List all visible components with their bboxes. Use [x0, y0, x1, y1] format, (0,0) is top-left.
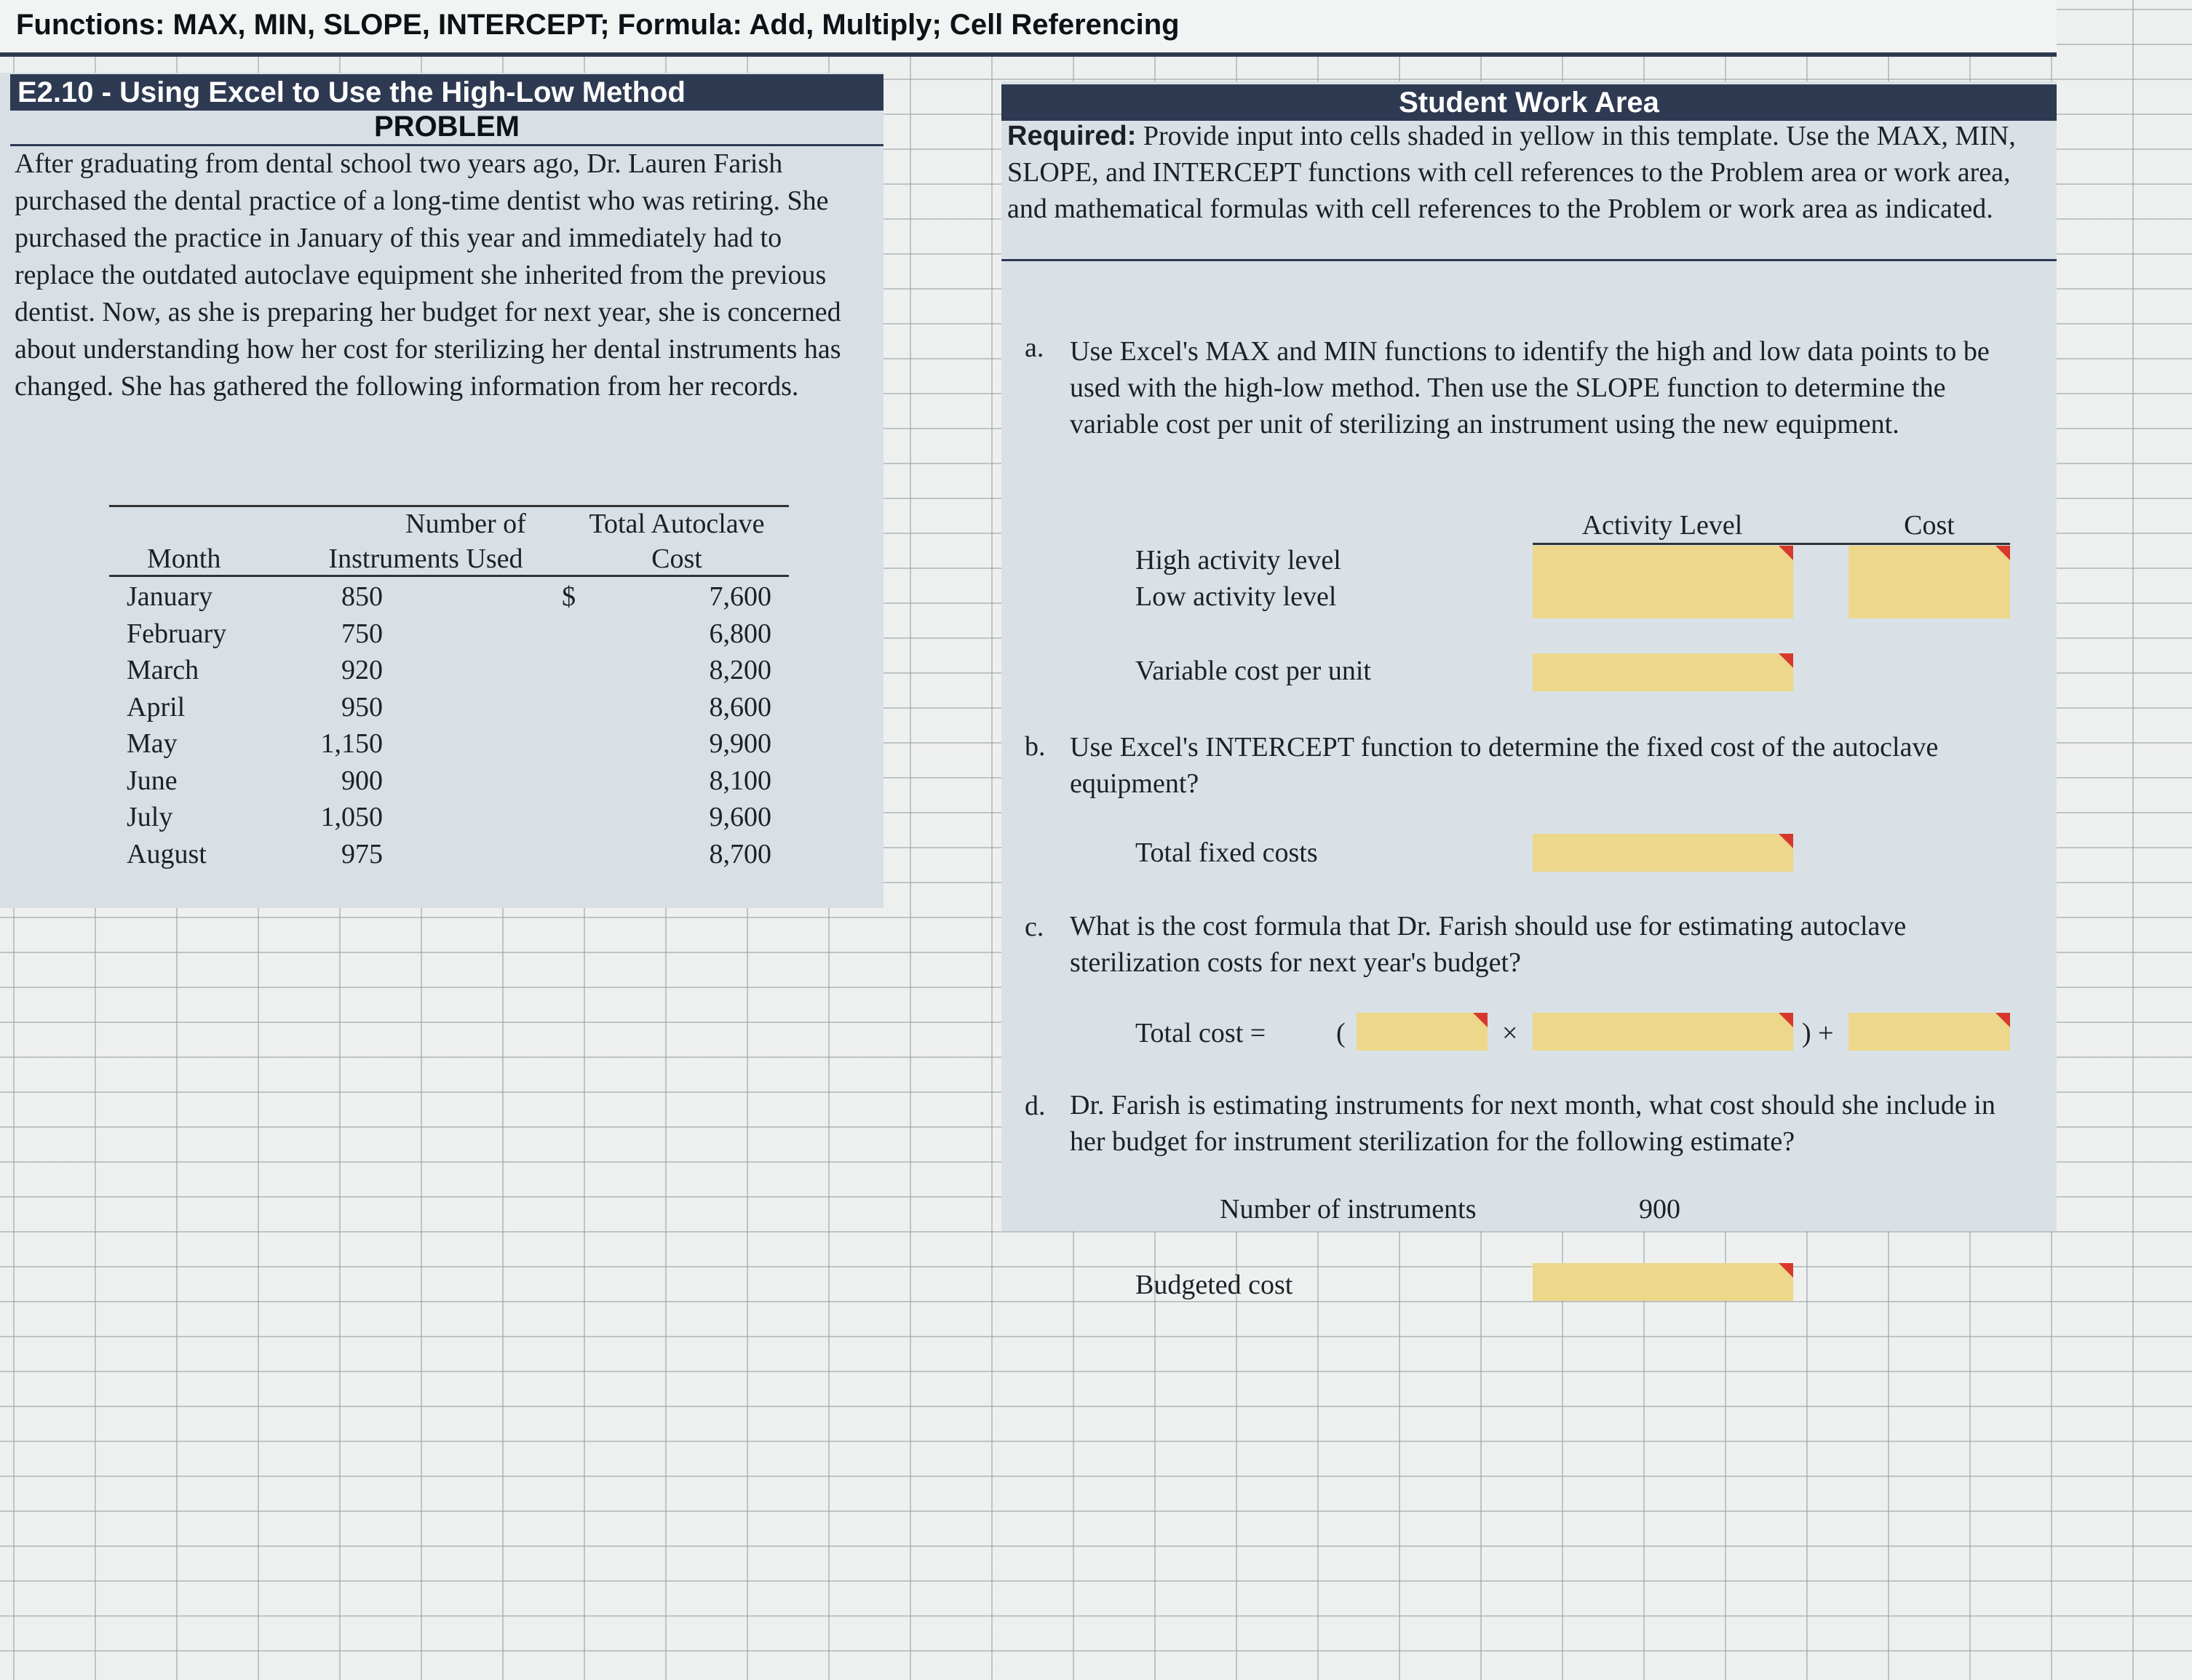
table-cell-month[interactable]: June [127, 765, 178, 796]
header-cost-1[interactable]: Total Autoclave [589, 509, 765, 539]
cost-input[interactable] [1848, 546, 2010, 618]
table-cell-cost[interactable]: 9,600 [709, 802, 771, 832]
question-b-letter: b. [1025, 731, 1046, 762]
question-line: What is the cost formula that Dr. Farish should use for estimating autoclave [1070, 911, 1907, 941]
total-fixed-label[interactable]: Total fixed costs [1135, 837, 1318, 868]
sheet-title: Functions: MAX, MIN, SLOPE, INTERCEPT; Formula: Add, Multiply; Cell Referencing [16, 9, 1180, 41]
table-cell-instruments[interactable]: 850 [341, 581, 383, 612]
question-a-text[interactable] [1070, 333, 2045, 442]
close-paren-plus: ) + [1802, 1018, 1834, 1048]
work-area-header[interactable]: Student Work Area [1001, 84, 2057, 121]
table-cell-instruments[interactable]: 920 [341, 655, 383, 685]
problem-heading[interactable]: PROBLEM [10, 109, 883, 146]
header-instruments-1[interactable]: Number of [405, 509, 526, 539]
number-of-instruments-label[interactable]: Number of instruments [1220, 1194, 1477, 1225]
low-activity-label[interactable]: Low activity level [1135, 581, 1337, 612]
table-cell-instruments[interactable]: 950 [341, 692, 383, 722]
table-cell-month[interactable]: August [127, 839, 207, 869]
question-line: her budget for instrument sterilization for the following estimate? [1070, 1126, 1795, 1157]
table-cell-cost[interactable]: 8,200 [709, 655, 771, 685]
question-line: Dr. Farish is estimating instruments for next month, what cost should she include in [1070, 1090, 1996, 1120]
table-cell-cost[interactable]: 8,600 [709, 692, 771, 722]
times-sign: × [1502, 1018, 1518, 1048]
problem-line: about understanding how her cost for sterilizing her dental instruments has [15, 334, 841, 365]
problem-line: purchased the practice in January of this year and immediately had to [15, 223, 782, 253]
fixed-cost-input[interactable] [1533, 834, 1793, 872]
table-cell-cost[interactable]: 9,900 [709, 728, 771, 759]
problem-line: After graduating from dental school two years ago, Dr. Lauren Farish [15, 148, 783, 179]
table-header-rule [109, 575, 789, 577]
header-month[interactable]: Month [147, 544, 221, 574]
number-of-instruments-value[interactable]: 900 [1639, 1194, 1680, 1225]
col-cost[interactable]: Cost [1904, 510, 1955, 541]
total-cost-label[interactable]: Total cost = [1135, 1018, 1266, 1048]
variable-cost-label[interactable]: Variable cost per unit [1135, 656, 1371, 686]
question-line: variable cost per unit of sterilizing an instrument using the new equipment. [1070, 409, 1899, 439]
high-activity-label[interactable]: High activity level [1135, 545, 1341, 576]
budgeted-cost-input[interactable] [1533, 1263, 1793, 1301]
required-line: Provide input into cells shaded in yellow in this template. Use the MAX, MIN, [1143, 121, 2016, 151]
table-cell-instruments[interactable]: 900 [341, 765, 383, 796]
table-cell-month[interactable]: March [127, 655, 199, 685]
col-activity-level[interactable]: Activity Level [1581, 510, 1743, 541]
question-c-text[interactable] [1070, 908, 2045, 981]
table-cell-month[interactable]: January [127, 581, 213, 612]
formula-fixed-input[interactable] [1848, 1013, 2010, 1051]
table-top-rule [109, 505, 789, 507]
question-line: equipment? [1070, 768, 1199, 799]
header-cost-2[interactable]: Cost [651, 544, 702, 574]
table-cell-instruments[interactable]: 1,050 [320, 802, 383, 832]
budgeted-cost-label[interactable]: Budgeted cost [1135, 1270, 1293, 1300]
table-cell-cost[interactable]: 8,100 [709, 765, 771, 796]
question-line: Use Excel's MAX and MIN functions to identify the high and low data points to be [1070, 336, 1990, 367]
problem-line: changed. She has gathered the following information from her records. [15, 371, 799, 402]
table-cell-cost[interactable]: 8,700 [709, 839, 771, 869]
required-rule [1001, 259, 2057, 261]
question-d-text[interactable] [1070, 1087, 2045, 1160]
question-a-letter: a. [1025, 333, 1044, 363]
required-line: SLOPE, and INTERCEPT functions with cell references to the Problem area or work area, [1007, 157, 2011, 188]
required-line: and mathematical formulas with cell references to the Problem or work area as indicated. [1007, 194, 1993, 224]
activity-level-input[interactable] [1533, 546, 1793, 618]
table-cell-month[interactable]: July [127, 802, 173, 832]
question-b-text[interactable] [1070, 729, 2045, 802]
header-instruments-2[interactable]: Instruments Used [328, 544, 523, 574]
question-c-letter: c. [1025, 912, 1044, 942]
required-label: Required: [1007, 121, 1137, 151]
table-cell-month[interactable]: February [127, 618, 227, 649]
title-bar [0, 0, 2057, 57]
table-cell-cost[interactable]: 6,800 [709, 618, 771, 649]
table-cell-month[interactable]: April [127, 692, 186, 722]
problem-text[interactable] [15, 146, 885, 405]
problem-line: purchased the dental practice of a long-time dentist who was retiring. She [15, 186, 829, 216]
formula-activity-input[interactable] [1533, 1013, 1793, 1051]
question-line: sterilization costs for next year's budget? [1070, 947, 1521, 978]
exercise-header[interactable]: E2.10 - Using Excel to Use the High-Low Method [10, 74, 883, 111]
formula-variable-input[interactable] [1357, 1013, 1488, 1051]
problem-line: replace the outdated autoclave equipment she inherited from the previous [15, 260, 827, 290]
table-cell-currency[interactable]: $ [562, 581, 576, 612]
table-cell-instruments[interactable]: 1,150 [320, 728, 383, 759]
required-instructions[interactable] [1007, 118, 2048, 227]
table-cell-instruments[interactable]: 750 [341, 618, 383, 649]
question-d-letter: d. [1025, 1091, 1046, 1121]
activity-cost-header-rule [1533, 543, 2010, 545]
open-paren: ( [1336, 1018, 1346, 1048]
problem-line: dentist. Now, as she is preparing her budget for next year, she is concerned [15, 297, 841, 327]
question-line: Use Excel's INTERCEPT function to determine the fixed cost of the autoclave [1070, 732, 1939, 763]
question-line: used with the high-low method. Then use the SLOPE function to determine the [1070, 373, 1946, 403]
variable-cost-input[interactable] [1533, 653, 1793, 691]
table-cell-cost[interactable]: 7,600 [709, 581, 771, 612]
table-cell-month[interactable]: May [127, 728, 178, 759]
table-cell-instruments[interactable]: 975 [341, 839, 383, 869]
